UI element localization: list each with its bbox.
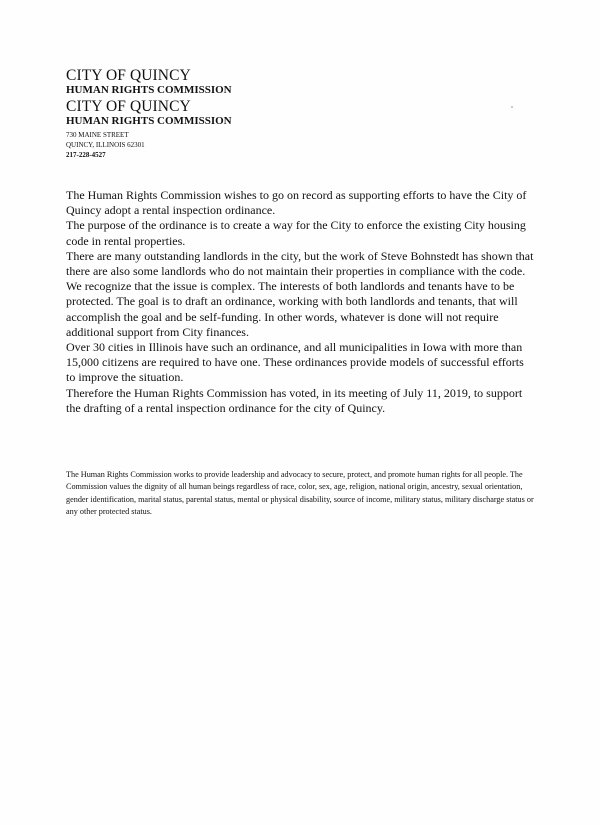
letterhead-address	[66, 130, 366, 160]
scan-speck	[511, 106, 513, 108]
body-paragraph: There are many outstanding landlords in the city, but the work of Steve Bohnstedt has shown that there are also some landlords who do not maintain their properties in compliance with the code.	[66, 248, 534, 279]
address-street: 730 MAINE STREET	[66, 131, 129, 139]
body-paragraph: Over 30 cities in Illinois have such an ordinance, and all municipalities in Iowa with more than 15,000 citizens are required to have one. These ordinances provide models of successful efforts to improve the situation.	[66, 340, 524, 385]
letterhead	[66, 68, 366, 160]
letterhead-block-1	[66, 68, 366, 97]
city-name: CITY OF QUINCY	[66, 67, 191, 84]
commission-name: HUMAN RIGHTS COMMISSION	[66, 115, 232, 127]
city-name: CITY OF QUINCY	[66, 98, 191, 115]
commission-name: HUMAN RIGHTS COMMISSION	[66, 84, 232, 96]
phone-number: 217-228-4527	[66, 151, 106, 159]
body-paragraph: The purpose of the ordinance is to create a way for the City to enforce the existing City housing code in rental properties.	[66, 218, 526, 248]
letterhead-block-2	[66, 99, 366, 128]
letter-body	[66, 188, 536, 416]
body-paragraph: We recognize that the issue is complex. The interests of both landlords and tenants have to be protected. The goal is to draft an ordinance, working with both landlords and tenants, that will accomplish the goal and be self-funding. In other words, whatever is done will not require additional support from City finances.	[66, 279, 518, 339]
body-paragraph: Therefore the Human Rights Commission has voted, in its meeting of July 11, 2019, to support the drafting of a rental inspection ordinance for the city of Quincy.	[66, 385, 523, 415]
address-city: QUINCY, ILLINOIS 62301	[66, 141, 145, 149]
body-paragraph: The Human Rights Commission wishes to go on record as supporting efforts to have the City of Quincy adopt a rental inspection ordinance.	[66, 188, 527, 218]
mission-statement: The Human Rights Commission works to provide leadership and advocacy to secure, protect, and promote human rights for all people. The Commission values the dignity of all human beings regardless of race, color, sex, age, religion, national origin, ancestry, sexual orientation, gender identification, marital status, parental status, mental or physical disability, source of income, military status, military discharge status or any other protected status.	[66, 470, 534, 517]
